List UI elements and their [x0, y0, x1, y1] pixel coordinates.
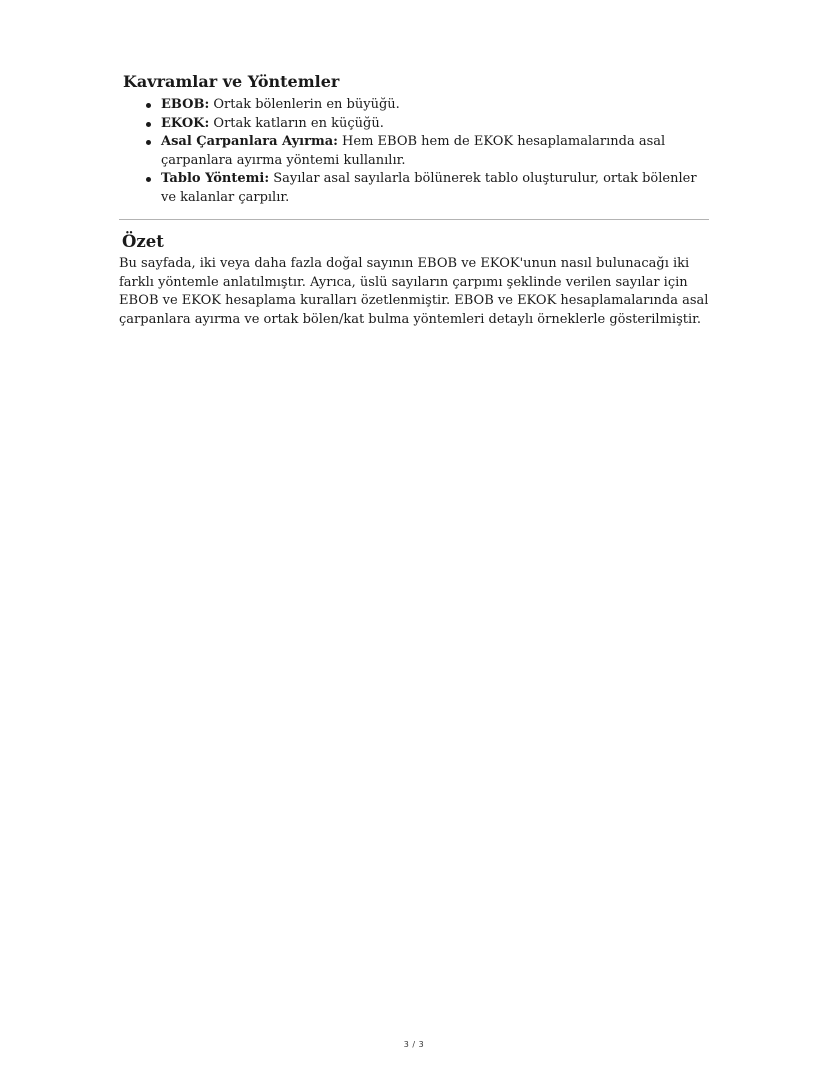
bullet-icon [146, 103, 151, 108]
concept-description: Hem EBOB hem de EKOK hesaplamalarında asal çarpanlara ayırma yöntemi kullanılır. [161, 134, 666, 168]
concept-description: Sayılar asal sayılarla bölünerek tablo oluşturulur, ortak bölenler ve kalanlar çarpılır. [161, 171, 697, 205]
bullet-icon [146, 122, 151, 127]
concept-item-ebob [161, 96, 709, 115]
concept-description: Ortak bölenlerin en büyüğü. [209, 97, 400, 112]
concepts-heading: Kavramlar ve Yöntemler [123, 72, 340, 91]
section-divider [119, 219, 709, 220]
concept-list [119, 96, 709, 207]
bullet-icon [146, 140, 151, 145]
concept-item-ekok [161, 115, 709, 134]
concept-term: EBOB: [161, 97, 210, 112]
summary-paragraph: Bu sayfada, iki veya daha fazla doğal sayının EBOB ve EKOK'unun nasıl bulunacağı iki farklı yöntemle anlatılmıştır. Ayrıca, üslü sayıların çarpımı şeklinde verilen sayılar için EBOB ve EKOK hesaplama kuralları özetlenmiştir. EBOB ve EKOK hesaplamalarında asal çarpanlara ayırma ve ortak bölen/kat bulma yöntemleri detaylı örneklerle gösterilmiştir. [119, 256, 709, 327]
page-content [119, 70, 709, 329]
concept-item-asal-carpanlara-ayirma [161, 133, 709, 170]
bullet-icon [146, 177, 151, 182]
concept-description: Ortak katların en küçüğü. [209, 115, 384, 131]
concept-term: Tablo Yöntemi: [161, 171, 270, 186]
summary-heading: Özet [122, 232, 164, 251]
concept-term: Asal Çarpanlara Ayırma: [161, 134, 338, 149]
concept-item-tablo-yontemi [161, 170, 709, 207]
page-number: 3 / 3 [403, 1040, 425, 1049]
concept-term: EKOK: [161, 115, 210, 131]
